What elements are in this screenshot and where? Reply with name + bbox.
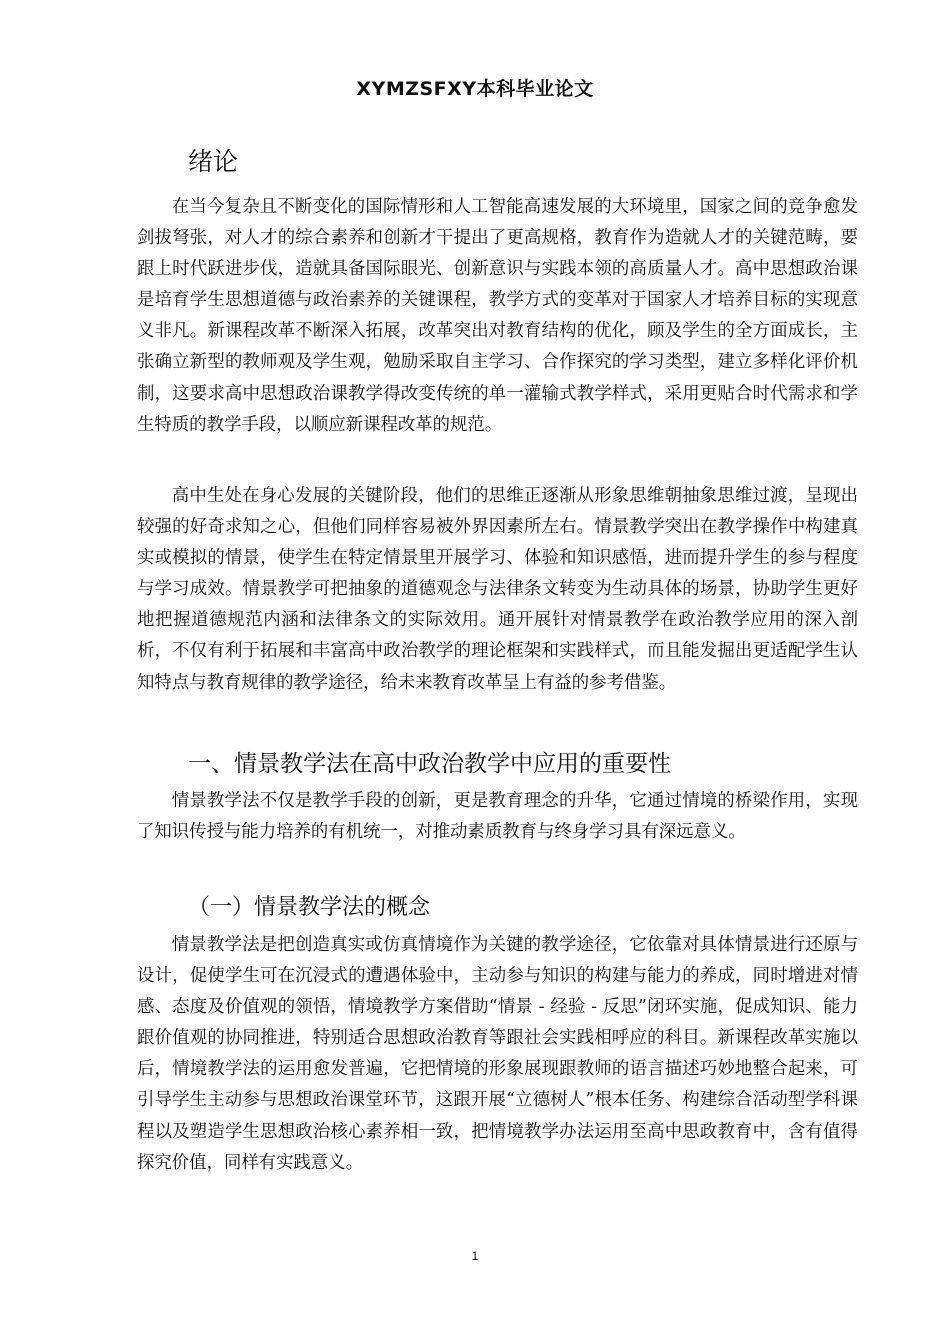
intro-paragraph-1: 在当今复杂且不断变化的国际情形和人工智能高速发展的大环境里，国家之间的竞争愈发剑拔弩张，对人才的综合素养和创新才干提出了更高规格，教育作为造就人才的关键范畴，要跟上时代跃进步伐，造就具备国际眼光、创新意识与实践本领的高质量人才。高中思想政治课是培育学生思想道德与政治素养的关键课程，教学方式的变革对于国家人才培养目标的实现意义非凡。新课程改革不断深入拓展，改革突出对教育结构的优化，顾及学生的全方面成长，主张确立新型的教师观及学生观，勉励采取自主学习、合作探究的学习类型，建立多样化评价机制，这要求高中思想政治课教学得改变传统的单一灌输式教学样式，采用更贴合时代需求和学生特质的教学手段，以顺应新课程改革的规范。 [137,197,858,435]
section-1-heading: 一、情景教学法在高中政治教学中应用的重要性 [188,751,671,777]
subsection-1-heading: （一）情景教学法的概念 [188,895,431,920]
subsection-1-paragraph: 情景教学法是把创造真实或仿真情境作为关键的教学途径，它依靠对具体情景进行还原与设计，促使学生可在沉浸式的遭遇体验中，主动参与知识的构建与能力的养成，同时增进对情感、态度及价值观的领悟，情境教学方案借助“情景 - 经验 - 反思”闭环实施，促成知识、能力跟价值观的协同推进，特别适合思想政治教育等跟社会实践相呼应的科目。新课程改革实施以后，情境教学法的运用愈发普遍，它把情境的形象展现跟教师的语言描述巧妙地整合起来，可引导学生主动参与思想政治课堂环节，这跟开展“立德树人”根本任务、构建综合活动型学科课程以及塑造学生思想政治核心素养相一致，把情境教学办法运用至高中思政教育中，含有值得探究价值，同样有实践意义。 [137,935,858,1173]
section-1-paragraph: 情景教学法不仅是教学手段的创新，更是教育理念的升华，它通过情境的桥梁作用，实现了知识传授与能力培养的有机统一，对推动素质教育与终身学习具有深远意义。 [137,791,858,843]
intro-paragraph-2: 高中生处在身心发展的关键阶段，他们的思维正逐渐从形象思维朝抽象思维过渡，呈现出较强的好奇求知之心，但他们同样容易被外界因素所左右。情景教学突出在教学操作中构建真实或模拟的情景，使学生在特定情景里开展学习、体验和知识感悟，进而提升学生的参与程度与学习成效。情景教学可把抽象的道德观念与法律条文转变为生动具体的场景，协助学生更好地把握道德规范内涵和法律条文的实际效用。通开展针对情景教学在政治教学应用的深入剖析，不仅有利于拓展和丰富高中政治教学的理论框架和实践样式，而且能发掘出更适配学生认知特点与教育规律的教学途径，给未来教育改革呈上有益的参考借鉴。 [137,486,858,693]
page-number: 1 [471,1249,479,1263]
running-header: XYMZSFXY本科毕业论文 [356,78,594,100]
intro-heading: 绪论 [188,147,239,176]
